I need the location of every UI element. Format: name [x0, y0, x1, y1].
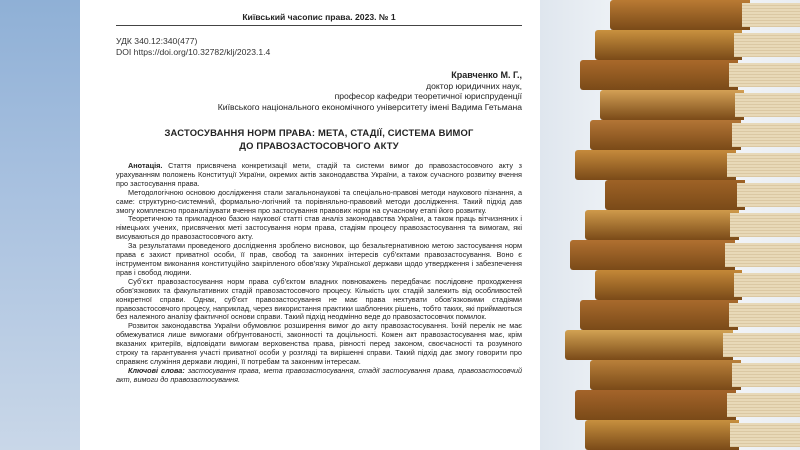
author-name: Кравченко М. Г.,: [451, 70, 522, 80]
author-affiliation: Київського національного економічного університету імені Вадима Гетьмана: [217, 101, 522, 112]
abstract-paragraph-5: Суб’єкт правозастосування норм права суб’єктом владних повноважень передбачає послідовне проходження обов’язкових та факультативних стадій правозастосовчого процесу. Кількість цих стадій залежить від особливостей конкретної справи. Однак, суб’єкт правозастосування не має права нехтувати обов’язковими стадіями правозастосовчого процесу, наприклад, через використання практики шаблонних рішень, тобто таких, які приймаються без належного аналізу фактичної основи справи. Такий підхід неодмінно веде до правозастосовчих помилок.: [116, 276, 522, 322]
abstract-paragraph-1: [116, 162, 522, 189]
article-title: [116, 126, 522, 152]
book-icon: [570, 240, 800, 270]
keywords-text: застосування права, мета правозастосування, стадії застосування права, правозастосовчий акт, вимоги до правозастосування.: [116, 365, 522, 384]
keywords-label: Ключові слова:: [128, 365, 185, 375]
left-backdrop: [0, 0, 80, 450]
author-degree: доктор юридичних наук,: [426, 80, 522, 91]
book-icon: [605, 180, 800, 210]
book-icon: [585, 420, 800, 450]
udc-code: УДК 340.12:340(477): [116, 36, 198, 46]
abstract-paragraph-2: Методологічною основою дослідження стали загальнонаукові та спеціально-правові методи наукового пізнання, а саме: структурно-системний, формально-логічний та порівняльно-правовий методи дослідження. Такий підхід дав змогу комплексно проаналізувати вчення про застосування правових норм на сучасному етапі його розвитку.: [116, 187, 522, 215]
document-page: [80, 0, 540, 450]
abstract-paragraph-4: За результатами проведеного дослідження зроблено висновок, що безальтернативною метою застосування норм права є захист приватної особи, її прав, свобод та законних інтересів суб’єктами правозастосування. Воно є інструментом виконання конституційно закріпленого обов’язку Української держави щодо утвердження і забезпечення прав і свобод людини.: [116, 241, 522, 277]
author-block: [116, 70, 522, 112]
book-icon: [580, 300, 800, 330]
author-position: професор кафедри теоретичної юриспруденції: [334, 91, 522, 101]
book-stack-illustration: [540, 0, 800, 450]
abstract-text-1: Стаття присвячена конкретизації мети, стадій та системи вимог до правозастосовчого акту з урахуванням положень Конституції України, окремих актів законодавства України, а також сучасного розвитку вчення про застосування права.: [116, 161, 522, 188]
book-icon: [590, 360, 800, 390]
book-icon: [595, 270, 800, 300]
keywords-paragraph: [116, 367, 522, 385]
book-icon: [590, 120, 800, 150]
book-icon: [575, 390, 800, 420]
title-line-2: ДО ПРАВОЗАСТОСОВЧОГО АКТУ: [239, 140, 399, 151]
book-icon: [580, 60, 800, 90]
doi-link[interactable]: DOI https://doi.org/10.32782/klj/2023.1.4: [116, 47, 271, 57]
book-icon: [600, 90, 800, 120]
journal-header: Київський часопис права. 2023. № 1: [116, 12, 522, 26]
book-icon: [565, 330, 800, 360]
title-line-1: ЗАСТОСУВАННЯ НОРМ ПРАВА: МЕТА, СТАДІЇ, СИСТЕМА ВИМОГ: [164, 127, 474, 138]
book-icon: [585, 210, 800, 240]
book-icon: [610, 0, 800, 30]
abstract-paragraph-3: Теоретичною та прикладною базою наукової статті став аналіз законодавства України, а також праць вітчизняних і німецьких учених, присвячених меті застосування норм права, стадіям процесу правозастосування та вимогам, які висуваються до правозастосовчого акту.: [116, 214, 522, 242]
abstract-paragraph-6: Розвиток законодавства України обумовлює розширення вимог до акту правозастосування. Їхній перелік не має обмежуватися лише вимогами обґрунтованості, законності та доцільності. Кожен акт правозастосування має, крім вказаних критеріїв, відповідати вимогам верховенства права, рівності перед законом, своєчасності та розумного строку та гарантування участі приватної особи у розгляді та вирішенні справи. Такий підхід дає змогу говорити про справжнє служіння держави людині, її потребам та законним інтересам.: [116, 321, 522, 366]
abstract-label: Анотація.: [128, 161, 163, 170]
book-icon: [595, 30, 800, 60]
book-icon: [575, 150, 800, 180]
